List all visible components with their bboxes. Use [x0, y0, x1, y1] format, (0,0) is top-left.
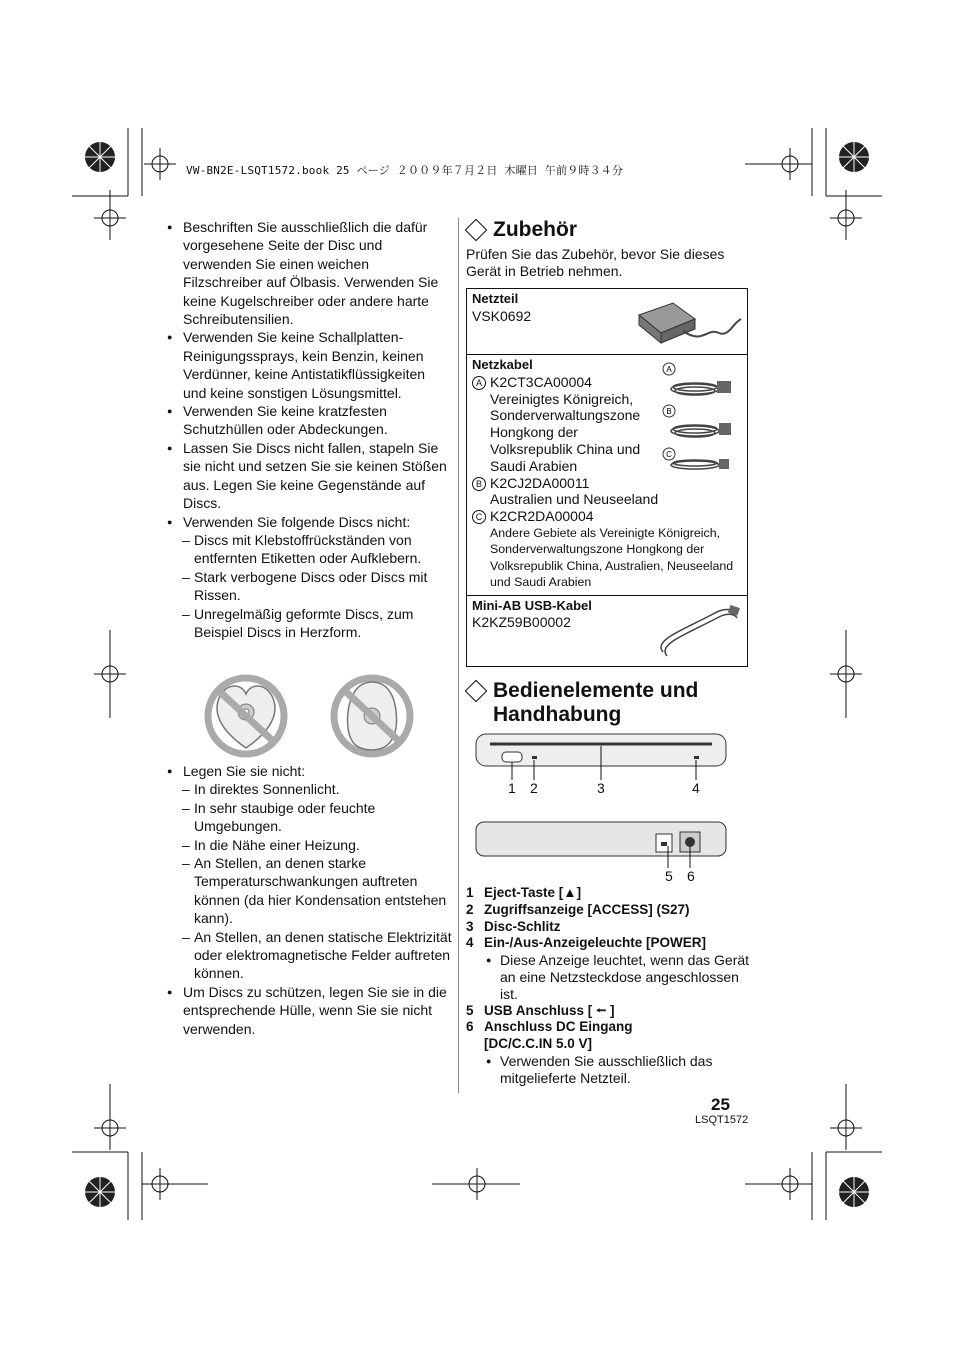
sub-item: – Discs mit Klebstoffrückständen von entfernten Etiketten oder Aufklebern.: [182, 531, 422, 567]
column-divider: [458, 218, 459, 1093]
accessories-section: [466, 218, 751, 727]
bullet-use-case: ● Um Discs zu schützen, legen Sie sie in die entsprechende Hülle, wenn Sie sie nicht verwenden.: [167, 983, 452, 1038]
part-2: 2 Zugriffsanzeige [ACCESS] (S27): [466, 901, 690, 917]
irregular-disc-prohibited-icon: [334, 678, 410, 754]
part-5: 5 USB Anschluss [ ⭪ ]: [466, 1002, 615, 1018]
bullet-no-solvents: ● Verwenden Sie keine Schallplatten-Reinigungssprays, kein Benzin, keinen Verdünner, keine Antistatikflüssigkeiten und keine sonstigen Lösungsmittel.: [167, 328, 452, 402]
disc-care-notes: [167, 218, 452, 641]
sub-item: – Stark verbogene Discs oder Discs mit Rissen.: [182, 568, 428, 604]
sub-item: – An Stellen, an denen starke Temperaturschwankungen auftreten können (da hier Kondensation entstehen kann).: [182, 855, 447, 927]
bullet-no-drop: ● Lassen Sie Discs nicht fallen, stapeln Sie sie nicht und setzen Sie sie keinen Stößen aus. Legen Sie keine Gegenstände auf Discs.: [167, 439, 452, 513]
sub-item: – An Stellen, an denen statische Elektrizität oder elektromagnetische Felder auftreten können.: [182, 928, 452, 982]
sub-item: – In direktes Sonnenlicht.: [182, 781, 340, 798]
part-4-note: ● Diese Anzeige leuchtet, wenn das Gerät an eine Netzsteckdose angeschlossen ist.: [466, 952, 751, 1002]
book-header-line: VW-BN2E-LSQT1572.book 25 ページ ２００９年７月２日 木曜日 午前９時３４分: [186, 164, 624, 177]
page-number: 25: [711, 1095, 730, 1114]
sub-item: – In sehr staubige oder feuchte Umgebungen.: [182, 799, 376, 835]
accessories-intro: Prüfen Sie das Zubehör, bevor Sie dieses Gerät in Betrieb nehmen.: [466, 246, 725, 279]
storage-notes: [167, 762, 452, 1038]
device-back-diagram: [466, 816, 736, 872]
sub-item: – Unregelmäßig geformte Discs, zum Beispiel Discs in Herzform.: [182, 605, 414, 640]
part-6-line2: [DC/C.C.IN 5.0 V]: [484, 1036, 593, 1052]
document-code: LSQT1572: [695, 1114, 749, 1126]
callout-4: 4: [692, 780, 700, 796]
accessory-usb-cable: Mini-AB USB-Kabel K2KZ59B00002: [467, 596, 747, 666]
svg-text:B: B: [666, 407, 672, 416]
svg-text:C: C: [666, 450, 672, 459]
controls-heading: Bedienelemente und Handhabung: [466, 679, 751, 727]
bullet-do-not-place: ● Legen Sie sie nicht:: [167, 762, 452, 780]
usb-cable-icon: [653, 600, 745, 662]
accessory-power-cable: Netzkabel A K2CT3CA00004 Vereinigtes Königreich, Sonderverwaltungszone Hongkong der Volksrepublik China und Saudi Arabien B K2CJ2DA00011 Australien und Neuseeland C K2CR2DA00004 Andere Gebiete als Vereinigte Königreich, Sonderverwaltungszone Hongkong der Volksrepublik China, Australien, Neuseeland und Saudi Arabien A B C: [467, 355, 747, 596]
letter-a-label: A: [472, 376, 486, 390]
power-cables-icon: [659, 359, 745, 479]
prohibited-disc-shapes-illustration: [200, 672, 420, 760]
parts-list: [466, 885, 751, 1087]
callout-5: 5: [665, 868, 673, 884]
part-1: 1 Eject-Taste [▲]: [466, 885, 582, 900]
bullet-do-not-use: ● Verwenden Sie folgende Discs nicht:: [167, 513, 452, 531]
diamond-icon: [465, 679, 488, 702]
accessories-table: [466, 288, 748, 667]
letter-b-label: B: [472, 477, 486, 491]
part-6-note: ● Verwenden Sie ausschließlich das mitgelieferte Netzteil.: [466, 1053, 751, 1087]
ac-adaptor-icon: [633, 293, 743, 349]
callout-3: 3: [597, 780, 605, 796]
diamond-icon: [465, 219, 488, 242]
letter-c-label: C: [472, 510, 486, 524]
heart-disc-prohibited-icon: [208, 678, 284, 754]
part-3: 3 Disc-Schlitz: [466, 918, 561, 934]
callout-6: 6: [687, 868, 695, 884]
callout-1: 1: [508, 780, 516, 796]
accessory-ac-adaptor: Netzteil VSK0692: [467, 289, 747, 355]
part-6: 6 Anschluss DC Eingang: [466, 1019, 633, 1035]
sub-item: – In die Nähe einer Heizung.: [182, 836, 360, 853]
part-4: 4 Ein-/Aus-Anzeigeleuchte [POWER]: [466, 935, 707, 951]
svg-text:A: A: [666, 365, 672, 374]
accessories-heading: Zubehör: [466, 218, 751, 242]
bullet-label-disc: ● Beschriften Sie ausschließlich die dafür vorgesehene Seite der Disc und verwenden Sie einen weichen Filzschreiber auf Ölbasis. Verwenden Sie keine Kugelschreiber oder andere harte Schreibutensilien.: [167, 218, 452, 328]
bullet-no-covers: ● Verwenden Sie keine kratzfesten Schutzhüllen oder Abdeckungen.: [167, 402, 452, 439]
callout-2: 2: [530, 780, 538, 796]
